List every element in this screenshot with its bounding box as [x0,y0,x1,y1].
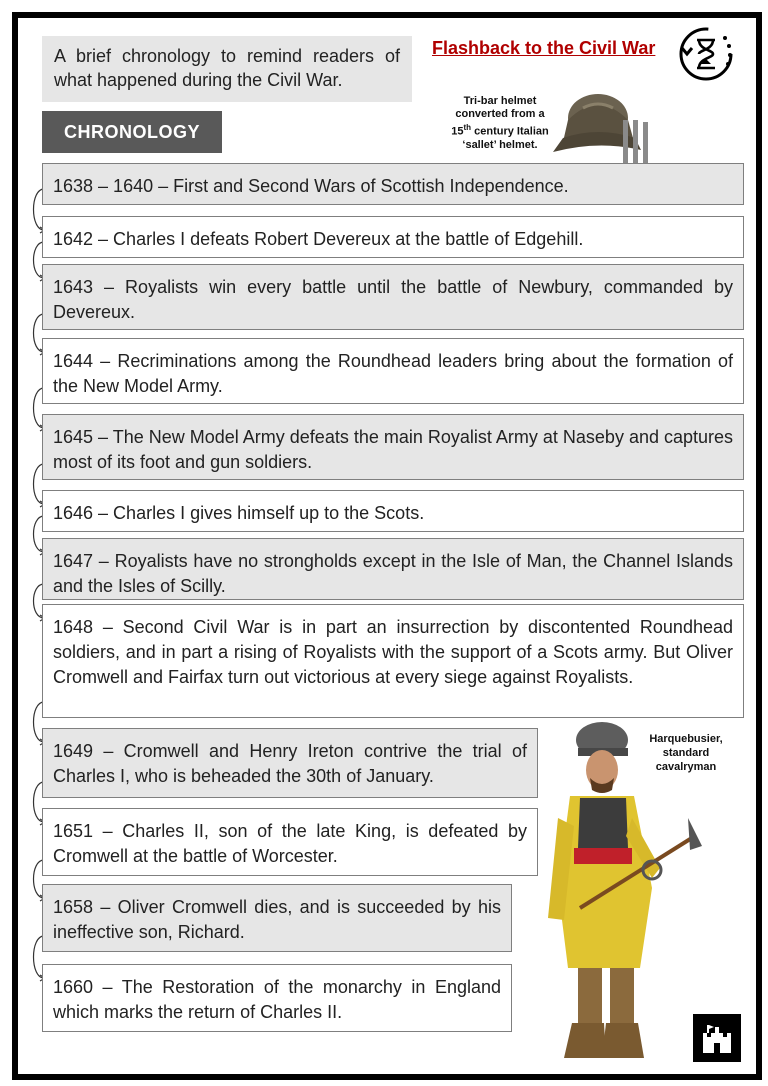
timeline-entry: 1651 – Charles II, son of the late King, is defeated by Cromwell at the battle of Worcester. [42,808,538,876]
timeline-entry: 1648 – Second Civil War is in part an insurrection by discontented Roundhead soldiers, and in part a rising of Royalists with the support of a Scots army. But Oliver Cromwell and Fairfax turn out victorious at every siege against Royalists. [42,604,744,718]
helmet-caption [440,95,560,152]
timeline-entry: 1649 – Cromwell and Henry Ireton contrive the trial of Charles I, who is beheaded the 30th of January. [42,728,538,798]
timeline-entry: 1644 – Recriminations among the Roundhead leaders bring about the formation of the New Model Army. [42,338,744,404]
cavalry-caption: Harquebusier, standard cavalryman [649,733,723,773]
timeline-entry: 1658 – Oliver Cromwell dies, and is succeeded by his ineffective son, Richard. [42,884,512,952]
timeline-entry: 1645 – The New Model Army defeats the main Royalist Army at Naseby and captures most of its foot and gun soldiers. [42,414,744,480]
timeline-entry: 1642 – Charles I defeats Robert Devereux at the battle of Edgehill. [42,216,744,258]
title-link[interactable]: Flashback to the Civil War [432,38,656,58]
helmet-caption-line3: ‘sallet’ helmet. [462,138,538,151]
helmet-caption-line2: 15th century Italian [451,123,549,138]
timeline-entry: 1660 – The Restoration of the monarchy in England which marks the return of Charles II. [42,964,512,1032]
castle-logo-badge [693,1014,741,1062]
timeline-entry: 1638 – 1640 – First and Second Wars of Scottish Independence. [42,163,744,205]
timeline-entry: 1643 – Royalists win every battle until the battle of Newbury, commanded by Devereux. [42,264,744,330]
helmet-caption-line1: Tri-bar helmet converted from a [455,95,545,120]
castle-icon [700,1021,734,1055]
harquebusier-image [540,718,705,1063]
history-hourglass-icon [678,26,734,82]
section-label: CHRONOLOGY [42,111,222,153]
intro-text: A brief chronology to remind readers of what happened during the Civil War. [42,36,412,102]
timeline-entry: 1647 – Royalists have no strongholds except in the Isle of Man, the Channel Islands and the Isles of Scilly. [42,538,744,600]
timeline-entry: 1646 – Charles I gives himself up to the Scots. [42,490,744,532]
